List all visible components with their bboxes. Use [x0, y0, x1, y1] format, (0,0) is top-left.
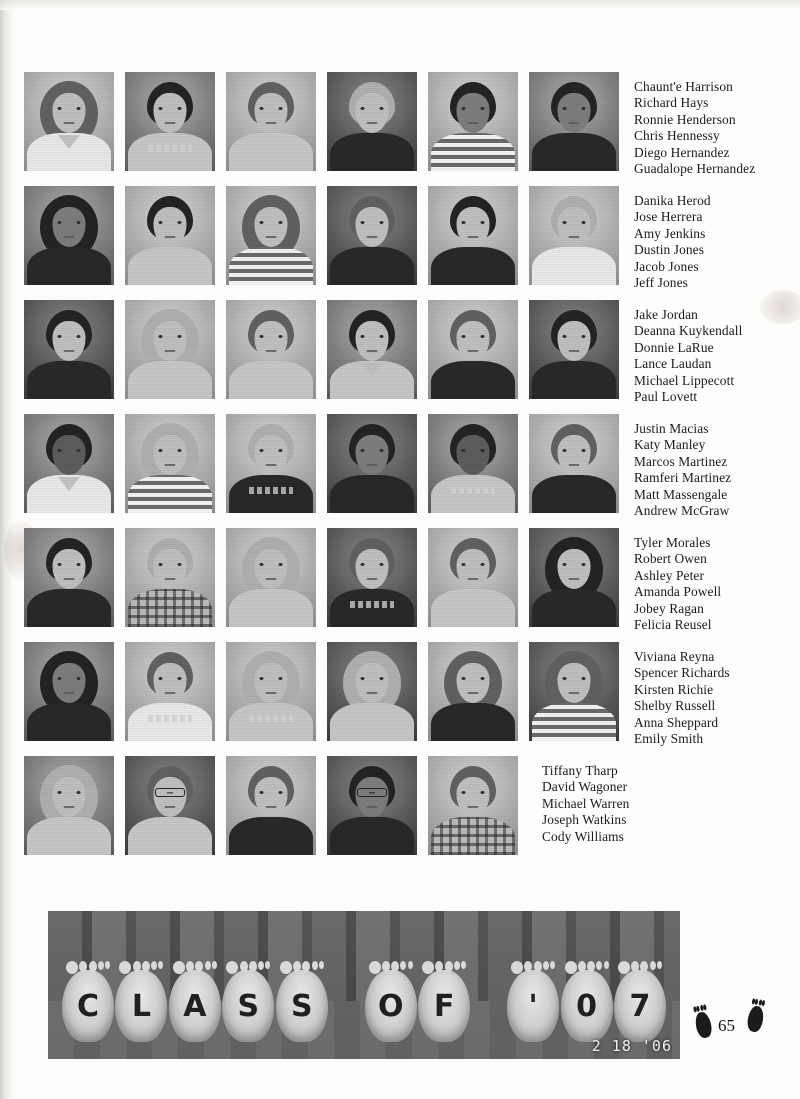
portrait-cell — [125, 528, 215, 627]
student-name: Felicia Reusel — [634, 617, 712, 633]
sole-letter-text: O — [377, 988, 404, 1024]
scan-edge-top — [0, 0, 800, 10]
portrait-cell — [327, 756, 417, 855]
student-name: Paul Lovett — [634, 389, 698, 405]
portrait-cell — [428, 72, 518, 171]
student-name: Marcos Martinez — [634, 453, 728, 469]
portrait-cell — [529, 414, 619, 513]
portrait-cell — [125, 300, 215, 399]
portrait-cell — [428, 186, 518, 285]
portrait-cell — [226, 186, 316, 285]
portrait-row — [24, 300, 776, 405]
portrait-cell — [24, 300, 114, 399]
sole-letter-text: S — [237, 988, 260, 1024]
student-name: Jeff Jones — [634, 275, 688, 291]
portrait-cell — [428, 642, 518, 741]
student-name: Michael Lippecott — [634, 372, 735, 388]
student-name: Jobey Ragan — [634, 600, 704, 616]
student-name: Amy Jenkins — [634, 225, 706, 241]
portrait-row — [24, 756, 776, 855]
portrait-row-names — [634, 186, 711, 291]
sole-letter-text: ' — [528, 988, 538, 1024]
portrait-cell — [24, 756, 114, 855]
portrait-cell — [24, 72, 114, 171]
portrait-cell — [327, 186, 417, 285]
sole-letter-text: F — [433, 988, 455, 1024]
student-name: Diego Hernandez — [634, 144, 730, 160]
student-name: Kirsten Richie — [634, 681, 714, 697]
student-name: Spencer Richards — [634, 665, 730, 681]
student-name: Cody Williams — [542, 828, 624, 844]
portrait-cell — [24, 186, 114, 285]
student-name: Tiffany Tharp — [542, 763, 618, 778]
portrait-cell — [226, 414, 316, 513]
sole-letter — [561, 970, 613, 1042]
portrait-row-names — [634, 642, 730, 747]
student-name: Richard Hays — [634, 95, 709, 111]
portrait-cell — [327, 72, 417, 171]
sole-letter-text: C — [76, 988, 100, 1024]
portrait-cell — [226, 528, 316, 627]
student-name: Danika Herod — [634, 193, 711, 208]
portrait-cell — [327, 300, 417, 399]
portrait-cell — [428, 756, 518, 855]
portrait-row — [24, 414, 776, 519]
portrait-cell — [226, 756, 316, 855]
portrait-row-names — [634, 72, 755, 177]
student-name: Jacob Jones — [634, 258, 699, 274]
portrait-cell — [529, 642, 619, 741]
sole-letter-text: 7 — [629, 988, 651, 1024]
page-footer — [694, 1002, 768, 1054]
student-name: Guadalope Hernandez — [634, 161, 756, 177]
sole-letter-text: L — [131, 988, 152, 1024]
portrait-cell — [125, 756, 215, 855]
student-name: Andrew McGraw — [634, 503, 730, 519]
portrait-cell — [125, 642, 215, 741]
portrait-cell — [24, 528, 114, 627]
student-name: Shelby Russell — [634, 698, 716, 714]
student-name: Viviana Reyna — [634, 649, 715, 664]
portrait-grid — [24, 72, 776, 870]
page-number: 65 — [718, 1016, 735, 1035]
portrait-cell — [24, 642, 114, 741]
portrait-cell — [529, 300, 619, 399]
student-name: Robert Owen — [634, 551, 707, 567]
student-name: Justin Macias — [634, 421, 709, 436]
portrait-cell — [125, 414, 215, 513]
student-name: Matt Massengale — [634, 486, 728, 502]
sole-letter-text: 0 — [576, 988, 597, 1024]
portrait-cell — [226, 300, 316, 399]
portrait-cell — [226, 642, 316, 741]
portrait-cell — [327, 642, 417, 741]
portrait-row — [24, 186, 776, 291]
footprint-icon — [746, 1005, 765, 1033]
portrait-cell — [529, 186, 619, 285]
sole-letter-text: S — [291, 988, 313, 1024]
student-name: Jake Jordan — [634, 307, 698, 322]
portrait-cell — [125, 72, 215, 171]
portrait-cell — [428, 528, 518, 627]
portrait-row — [24, 528, 776, 633]
sole-letter — [418, 970, 470, 1042]
sole-letter — [115, 970, 167, 1042]
portrait-cell — [327, 528, 417, 627]
student-name: Lance Laudan — [634, 356, 712, 372]
sole-letter — [62, 970, 114, 1042]
portrait-cell — [428, 300, 518, 399]
student-name: Amanda Powell — [634, 584, 722, 600]
portrait-cell — [529, 528, 619, 627]
student-name: David Wagoner — [542, 779, 628, 795]
portrait-row-names — [634, 528, 721, 633]
portrait-cell — [226, 72, 316, 171]
student-name: Joseph Watkins — [542, 812, 627, 828]
student-name: Dustin Jones — [634, 242, 705, 258]
student-name: Ramferi Martinez — [634, 470, 732, 486]
photo-datestamp: 2 18 '06 — [591, 1037, 672, 1055]
student-name: Ronnie Henderson — [634, 111, 736, 127]
portrait-row — [24, 642, 776, 747]
portrait-cell — [428, 414, 518, 513]
sole-letter — [276, 970, 328, 1042]
footprint-icon — [693, 1011, 713, 1040]
sole-letter — [614, 970, 666, 1042]
class-photo — [48, 911, 680, 1059]
sole-letter — [365, 970, 417, 1042]
sole-letter — [507, 970, 559, 1042]
student-name: Donnie LaRue — [634, 339, 714, 355]
portrait-cell — [125, 186, 215, 285]
student-name: Chris Hennessy — [634, 128, 720, 144]
student-name: Katy Manley — [634, 437, 706, 453]
portrait-cell — [529, 72, 619, 171]
portrait-cell-empty — [529, 756, 619, 855]
portrait-row — [24, 72, 776, 177]
student-name: Emily Smith — [634, 731, 704, 747]
student-name: Deanna Kuykendall — [634, 323, 743, 339]
photo-soles — [62, 967, 666, 1045]
student-name: Michael Warren — [542, 795, 630, 811]
sole-letter — [169, 970, 221, 1042]
portrait-cell — [327, 414, 417, 513]
student-name: Anna Sheppard — [634, 714, 719, 730]
portrait-cell — [24, 414, 114, 513]
portrait-row-names — [634, 300, 742, 405]
portrait-row-names — [634, 414, 731, 519]
student-name: Chaunt'e Harrison — [634, 79, 733, 94]
student-name: Ashley Peter — [634, 567, 704, 583]
student-name: Jose Herrera — [634, 209, 703, 225]
sole-letter — [222, 970, 274, 1042]
sole-letter-text: A — [183, 988, 207, 1024]
student-name: Tyler Morales — [634, 535, 711, 550]
